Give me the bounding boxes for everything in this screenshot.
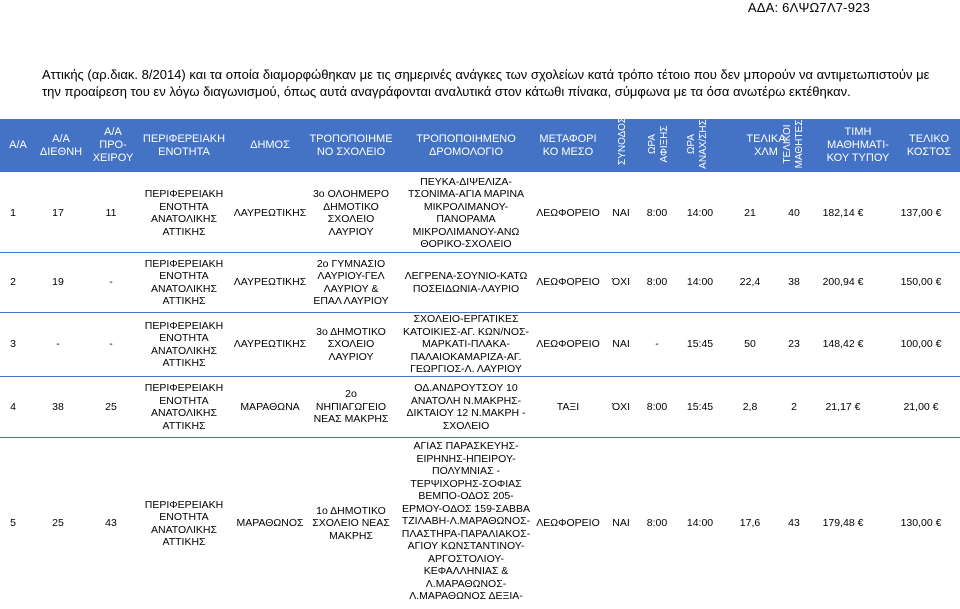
cell-dimos: ΛΑΥΡΕΩΤΙΚΗΣ xyxy=(233,338,307,351)
header-perifereiaki: ΠΕΡΙΦΕΡΕΙΑΚΗ ΕΝΟΤΗΤΑ xyxy=(142,132,226,158)
cell-dimos: ΜΑΡΑΘΩΝΑ xyxy=(240,400,300,413)
cell-afixi: - xyxy=(655,338,659,351)
cell-perifereia: ΠΕΡΙΦΕΡΕΙΑΚΗ ΕΝΟΤΗΤΑ ΑΝΑΤΟΛΙΚΗΣ ΑΤΤΙΚΗΣ xyxy=(144,188,224,238)
cell-aa: 2 xyxy=(10,276,16,289)
cell-timi: 200,94 € xyxy=(822,276,864,289)
cell-synodos: ΌΧΙ xyxy=(611,400,631,413)
cell-sxoleio: 3ο ΔΗΜΟΤΙΚΟ ΣΧΟΛΕΙΟ ΛΑΥΡΙΟΥ xyxy=(316,325,386,363)
cell-kostos: 21,00 € xyxy=(903,400,939,413)
cell-perifereia: ΠΕΡΙΦΕΡΕΙΑΚΗ ΕΝΟΤΗΤΑ ΑΝΑΤΟΛΙΚΗΣ ΑΤΤΙΚΗΣ xyxy=(144,257,224,307)
intro-paragraph xyxy=(42,66,942,100)
cell-xlm: 22,4 xyxy=(739,276,761,289)
header-dromologio: ΤΡΟΠΟΠΟΙΗΜΕΝΟ ΔΡΟΜΟΛΟΓΙΟ xyxy=(416,132,516,158)
cell-aa: 1 xyxy=(10,206,16,219)
cell-perifereia: ΠΕΡΙΦΕΡΕΙΑΚΗ ΕΝΟΤΗΤΑ ΑΝΑΤΟΛΙΚΗΣ ΑΤΤΙΚΗΣ xyxy=(144,382,224,432)
cell-synodos: ΌΧΙ xyxy=(611,276,631,289)
header-timi: ΤΙΜΗ ΜΑΘΗΜΑΤΙ- ΚΟΥ ΤΥΠΟΥ xyxy=(826,126,890,164)
cell-proxeirou: - xyxy=(109,338,113,351)
cell-diethni: 19 xyxy=(52,276,64,289)
cell-dromologio: ΛΕΓΡΕΝΑ-ΣΟΥΝΙΟ-ΚΑΤΩ ΠΟΣΕΙΔΩΝΙΑ-ΛΑΥΡΙΟ xyxy=(404,270,528,295)
cell-afixi: 8:00 xyxy=(646,517,668,530)
cell-mathites: 40 xyxy=(788,206,800,219)
cell-afixi: 8:00 xyxy=(646,400,668,413)
cell-meso: ΛΕΩΦΟΡΕΙΟ xyxy=(536,517,600,530)
cell-timi: 148,42 € xyxy=(822,338,864,351)
cell-timi: 182,14 € xyxy=(822,206,864,219)
cell-mathites: 2 xyxy=(791,400,797,413)
cell-diethni: 17 xyxy=(52,206,64,219)
cell-proxeirou: 11 xyxy=(105,206,117,219)
cell-sxoleio: 2ο ΝΗΠΙΑΓΩΓΕΙΟ ΝΕΑΣ ΜΑΚΡΗΣ xyxy=(313,388,389,426)
cell-xlm: 2,8 xyxy=(742,400,758,413)
header-dimos: ΔΗΜΟΣ xyxy=(250,139,290,151)
cell-diethni: 38 xyxy=(52,400,64,413)
cell-proxeirou: - xyxy=(109,276,113,289)
header-teliko-kostos: ΤΕΛΙΚΟ ΚΟΣΤΟΣ xyxy=(906,132,952,158)
cell-timi: 21,17 € xyxy=(825,400,861,413)
header-metaforiko: ΜΕΤΑΦΟΡΙ ΚΟ ΜΕΣΟ xyxy=(539,132,597,158)
cell-xlm: 50 xyxy=(744,338,756,351)
cell-dromologio: ΠΕΥΚΑ-ΔΙΨΕΛΙΖΑ- ΤΣΟΝΙΜΑ-ΑΓΙΑ ΜΑΡΙΝΑ ΜΙΚΡΟΛΙΜΑΝΟΥ- ΠΑΝΟΡΑΜΑ ΜΙΚΡΟΛΙΜΑΝΟΥ-ΑΝΩ ΘΟΡΙΚΟ-ΣΧΟΛΕΙΟ xyxy=(407,175,525,250)
cell-xlm: 21 xyxy=(744,206,756,219)
header-aa: Α/Α xyxy=(9,139,27,151)
cell-aa: 3 xyxy=(10,338,16,351)
cell-synodos: ΝΑΙ xyxy=(612,517,630,530)
cell-sxoleio: 2ο ΓΥΜΝΑΣΙΟ ΛΑΥΡΙΟΥ-ΓΕΛ ΛΑΥΡΙΟΥ & ΕΠΑΛ ΛΑΥΡΙΟΥ xyxy=(313,257,389,307)
cell-mathites: 23 xyxy=(788,338,800,351)
cell-afixi: 8:00 xyxy=(646,206,668,219)
header-telikoi-mathites: ΤΕΛΙΚΟΙ ΜΑΘΗΤΕΣ xyxy=(782,119,805,169)
intro-line: Αττικής (αρ.διακ. 8/2014) και τα οποία διαμορφώθηκαν με τις σημερινές ανάγκες των σχολείων κατά τρόπο τέτοιο που δεν μπορούν να αντιμετωπιστούν με xyxy=(42,67,930,82)
cell-anaxorisi: 14:00 xyxy=(686,517,714,530)
cell-kostos: 150,00 € xyxy=(900,276,942,289)
cell-sxoleio: 3ο ΟΛΟΗΜΕΡΟ ΔΗΜΟΤΙΚΟ ΣΧΟΛΕΙΟ ΛΑΥΡΙΟΥ xyxy=(312,188,390,238)
cell-aa: 5 xyxy=(10,517,16,530)
header-aa-proxeirou: Α/Α ΠΡΟ- ΧΕΙΡΟΥ xyxy=(92,126,134,164)
header-ora-afixis: ΩΡΑ ΑΦΙΞΗΣ xyxy=(647,125,670,163)
document-id: ΑΔΑ: 6ΛΨΩ7Λ7-923 xyxy=(747,0,870,15)
header-telika-xlm: ΤΕΛΙΚΑ ΧΛΜ xyxy=(746,132,786,158)
cell-diethni: 25 xyxy=(52,517,64,530)
header-aa-diethni: Α/Α ΔΙΕΘΝΗ xyxy=(39,132,83,158)
cell-synodos: ΝΑΙ xyxy=(612,338,630,351)
cell-synodos: ΝΑΙ xyxy=(612,206,630,219)
cell-mathites: 43 xyxy=(788,517,800,530)
cell-xlm: 17,6 xyxy=(739,517,761,530)
cell-kostos: 130,00 € xyxy=(900,517,942,530)
cell-meso: ΛΕΩΦΟΡΕΙΟ xyxy=(536,206,600,219)
cell-meso: ΛΕΩΦΟΡΕΙΟ xyxy=(536,338,600,351)
intro-line: την προαίρεση του εν λόγω διαγωνισμού, όπως αυτά αναγράφονται αναλυτικά στον κάτωθι πίνακα, σύμφωνα με τα όσα ανωτέρω εκτέθηκαν. xyxy=(42,84,851,99)
cell-proxeirou: 43 xyxy=(105,517,117,530)
cell-dimos: ΛΑΥΡΕΩΤΙΚΗΣ xyxy=(233,276,307,289)
cell-kostos: 137,00 € xyxy=(900,206,942,219)
header-sxoleio: ΤΡΟΠΟΠΟΙΗΜΕ ΝΟ ΣΧΟΛΕΙΟ xyxy=(309,132,393,158)
cell-diethni: - xyxy=(56,338,60,351)
cell-anaxorisi: 14:00 xyxy=(686,206,714,219)
header-ora-anax: ΩΡΑ ΑΝΑΧ/ΣΗΣ xyxy=(686,119,709,169)
cell-kostos: 100,00 € xyxy=(900,338,942,351)
cell-perifereia: ΠΕΡΙΦΕΡΕΙΑΚΗ ΕΝΟΤΗΤΑ ΑΝΑΤΟΛΙΚΗΣ ΑΤΤΙΚΗΣ xyxy=(144,319,224,369)
cell-dromologio: ΟΔ.ΑΝΔΡΟΥΤΣΟΥ 10 ΑΝΑΤΟΛΗ Ν.ΜΑΚΡΗΣ- ΔΙΚΤΑΙΟΥ 12 Ν.ΜΑΚΡΗ - ΣΧΟΛΕΙΟ xyxy=(406,382,526,432)
cell-proxeirou: 25 xyxy=(105,400,117,413)
cell-afixi: 8:00 xyxy=(646,276,668,289)
cell-perifereia: ΠΕΡΙΦΕΡΕΙΑΚΗ ΕΝΟΤΗΤΑ ΑΝΑΤΟΛΙΚΗΣ ΑΤΤΙΚΗΣ xyxy=(144,498,224,548)
cell-meso: ΤΑΞΙ xyxy=(556,400,580,413)
header-synodos: ΣΥΝΟΔΟΣ xyxy=(617,116,628,165)
cell-dimos: ΛΑΥΡΕΩΤΙΚΗΣ xyxy=(233,206,307,219)
cell-dromologio: ΑΓΙΑΣ ΠΑΡΑΣΚΕΥΗΣ- ΕΙΡΗΝΗΣ-ΗΠΕΙΡΟΥ- ΠΟΛΥΜΝΙΑΣ - ΤΕΡΨΙΧΟΡΗΣ-ΣΟΦΙΑΣ ΒΕΜΠΟ-ΟΔΟΣ 205- ΕΡΜΟΥ-ΟΔΟΣ 159-ΣΑΒΒΑ ΤΖΙΛΑΒΗ-Λ.ΜΑΡΑΘΩΝΟΣ- ΠΛΑΣΤΗΡΑ-ΠΑΡΑΛΙΑΚΟΣ- ΑΓΙΟΥ ΚΩΝΣΤΑΝΤΙΝΟΥ- ΑΡΓΟΣΤΟΛΙΟΥ- ΚΕΦΑΛΛΗΝΙΑΣ & Λ.ΜΑΡΑΘΩΝΟΣ- Λ.ΜΑΡΑΘΩΝΟΣ ΔΕΞΙΑ- xyxy=(401,440,531,602)
cell-anaxorisi: 15:45 xyxy=(686,400,714,413)
cell-anaxorisi: 14:00 xyxy=(686,276,714,289)
cell-sxoleio: 1ο ΔΗΜΟΤΙΚΟ ΣΧΟΛΕΙΟ ΝΕΑΣ ΜΑΚΡΗΣ xyxy=(312,504,390,542)
cell-dimos: ΜΑΡΑΘΩΝΟΣ xyxy=(236,517,304,530)
cell-aa: 4 xyxy=(10,400,16,413)
cell-meso: ΛΕΩΦΟΡΕΙΟ xyxy=(536,276,600,289)
cell-mathites: 38 xyxy=(788,276,800,289)
cell-dromologio: ΣΧΟΛΕΙΟ-ΕΡΓΑΤΙΚΕΣ ΚΑΤΟΙΚΙΕΣ-ΑΓ. ΚΩΝ/ΝΟΣ- ΜΑΡΚΑΤΙ-ΠΛΑΚΑ- ΠΑΛΑΙΟΚΑΜΑΡΙΖΑ-ΑΓ. ΓΕΩΡΓΙΟΣ-Λ. ΛΑΥΡΙΟΥ xyxy=(402,313,529,376)
cell-anaxorisi: 15:45 xyxy=(686,338,714,351)
cell-timi: 179,48 € xyxy=(822,517,864,530)
